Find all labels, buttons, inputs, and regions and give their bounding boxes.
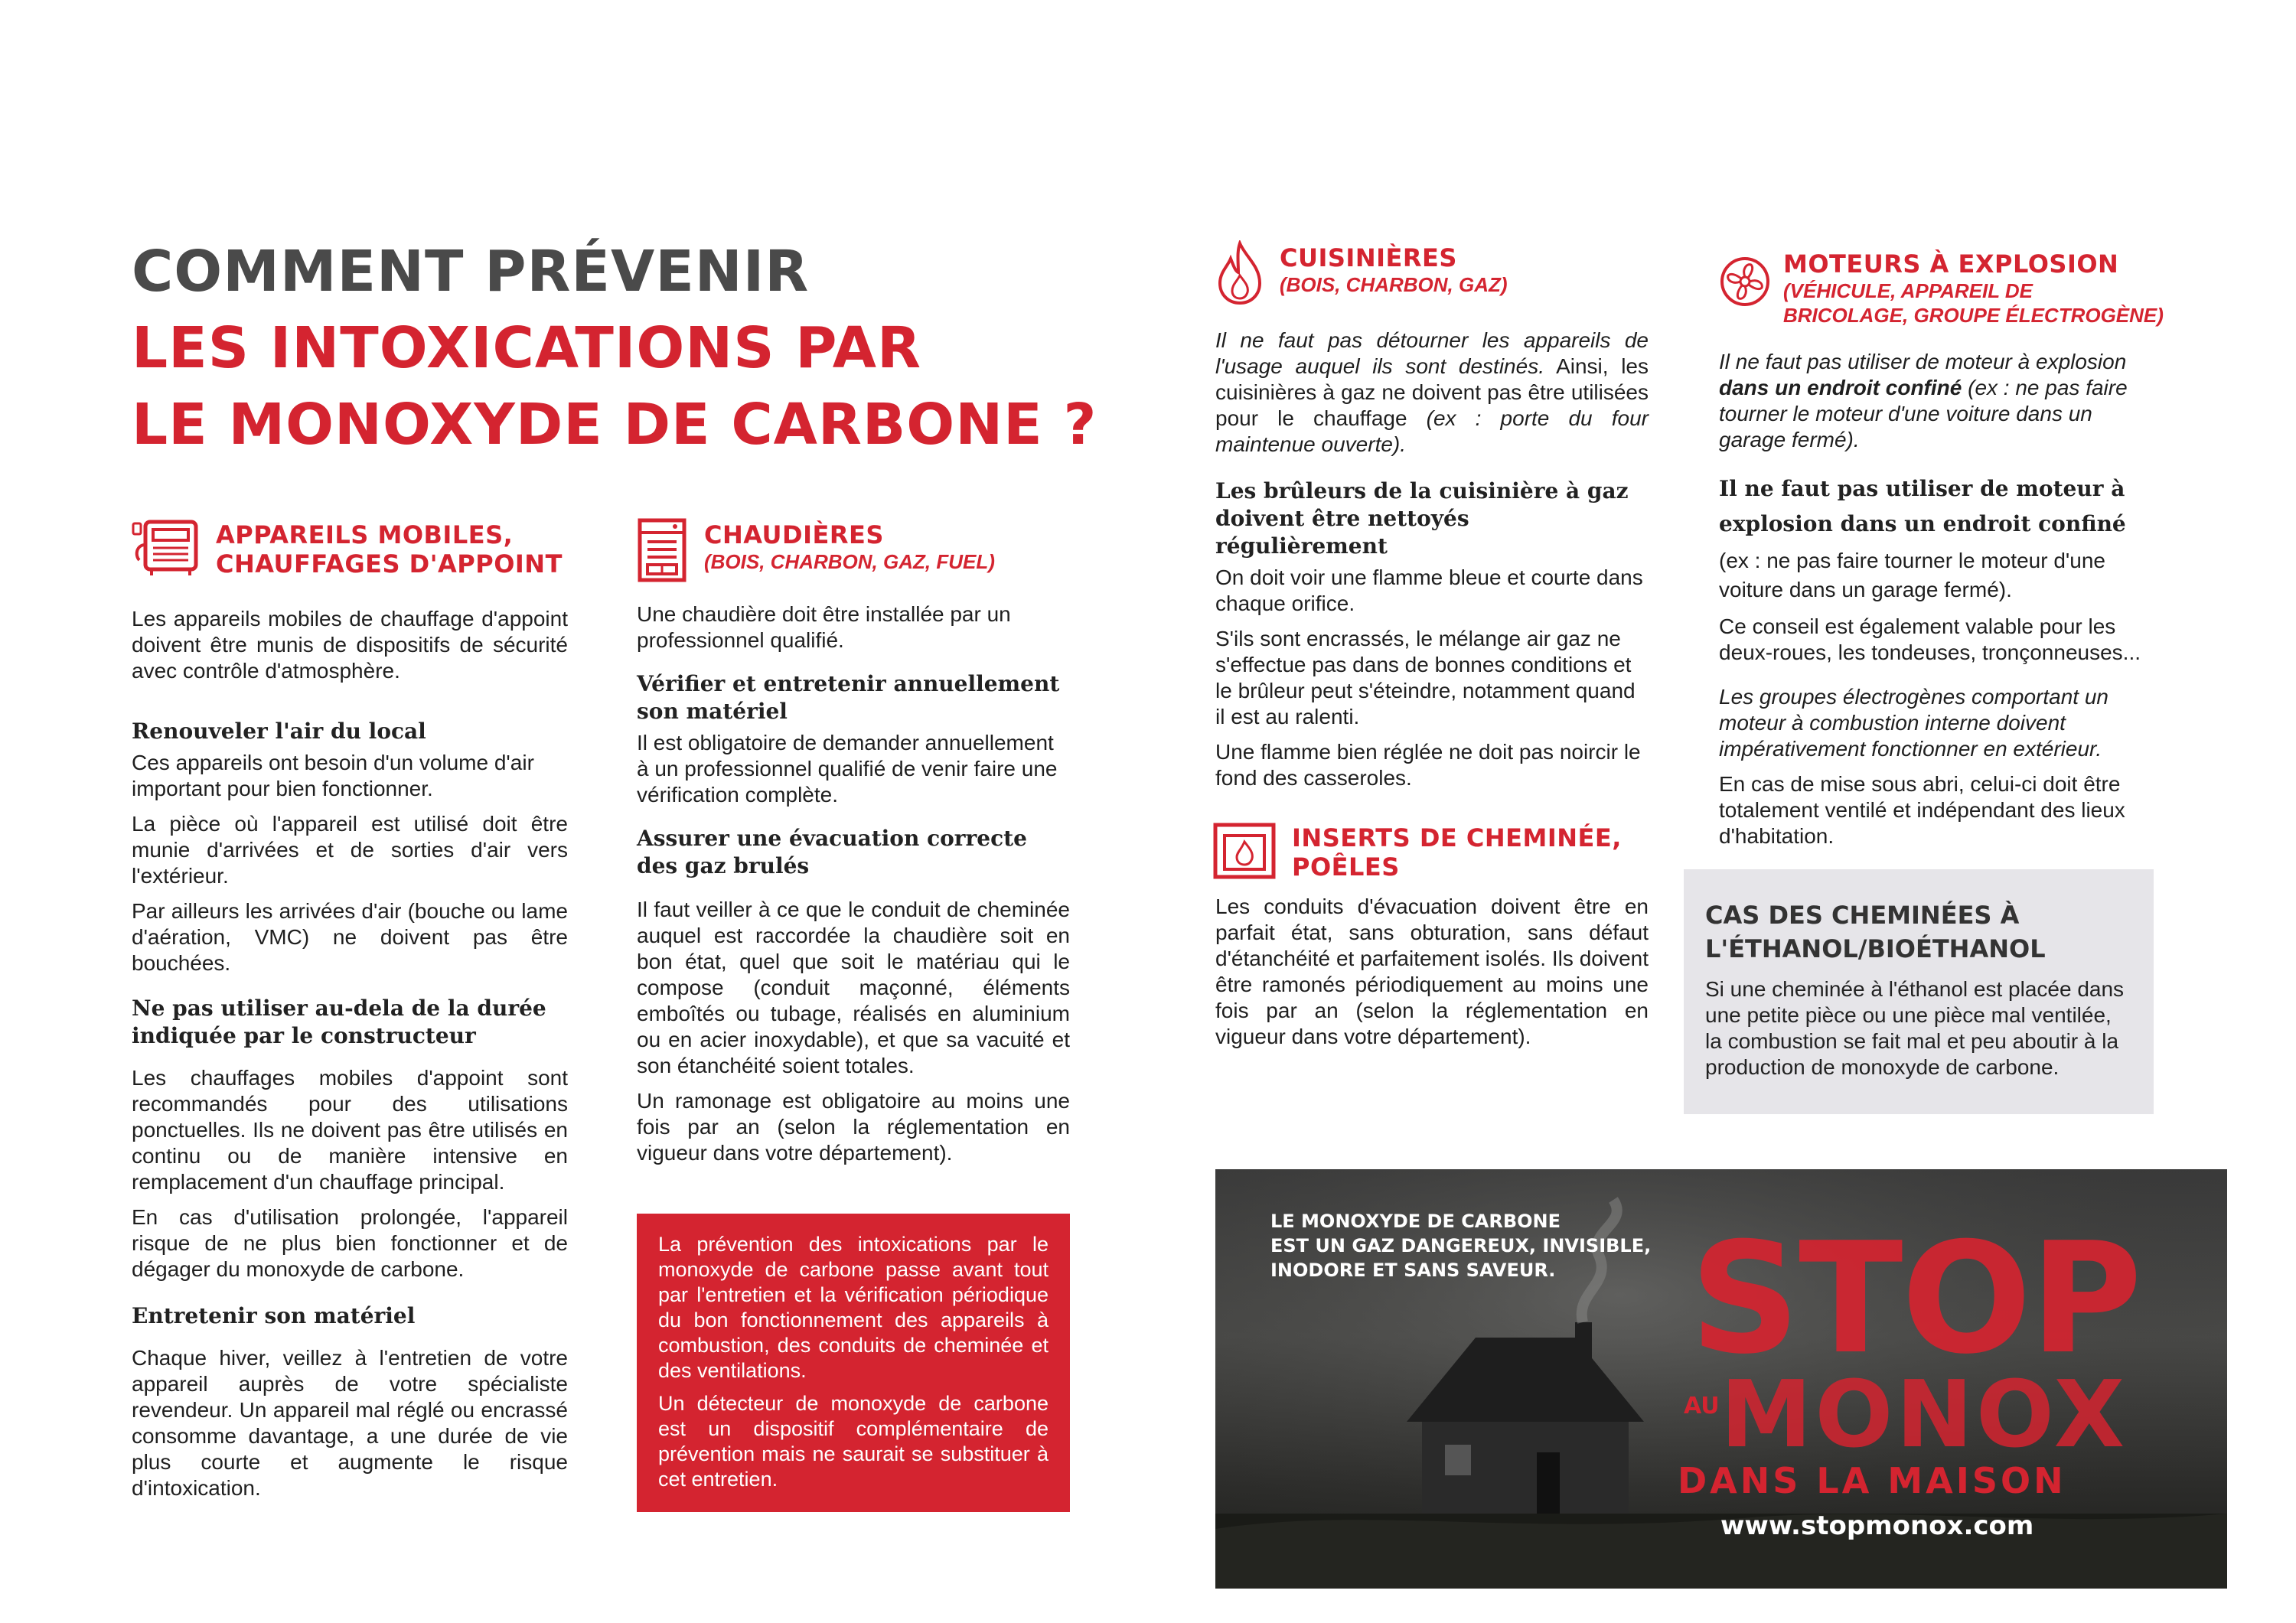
mobiles-title-2: CHAUFFAGES D'APPOINT bbox=[216, 549, 563, 578]
mobiles-intro: Les appareils mobiles de chauffage d'appoint doivent être munis de dispositifs de sécurité avec contrôle d'atmosphère. bbox=[132, 607, 568, 683]
banner-monox: MONOX bbox=[1720, 1362, 2128, 1468]
moteurs-column bbox=[1719, 349, 2152, 859]
chaudieres-sub-1: Vérifier et entretenir annuellement son matériel bbox=[637, 671, 1060, 724]
chaudieres-column bbox=[637, 601, 1070, 1175]
mobiles-header bbox=[216, 520, 563, 578]
inserts-p1: Les conduits d'évacuation doivent être en parfait état, sans obturation, sans défaut d'étanchéité et parfaitement isolés. Ils doivent être ramonés périodiquement au moins une fois par an (selon la réglementation en vigueur dans votre département). bbox=[1215, 895, 1649, 1048]
mobiles-sub-3: Entretenir son matériel bbox=[132, 1303, 416, 1328]
cuisinieres-subtitle: (BOIS, CHARBON, GAZ) bbox=[1280, 273, 1508, 296]
stop-monox-banner bbox=[1215, 1169, 2227, 1589]
banner-dans-la-maison: DANS LA MAISON bbox=[1678, 1460, 2066, 1501]
cuisinieres-column bbox=[1215, 328, 1649, 800]
mobiles-p6: Chaque hiver, veillez à l'entretien de votre appareil auprès de votre spécialiste revendeur. Un appareil mal réglé ou encrassé consomme davantage, a une durée de vie plus courte et augmente le risque d'intoxication. bbox=[132, 1346, 568, 1500]
moteurs-intro-bold: dans un endroit confiné bbox=[1719, 376, 1962, 399]
fireplace-icon bbox=[1212, 822, 1277, 884]
moteurs-subtitle-2: BRICOLAGE, GROUPE ÉLECTROGÈNE) bbox=[1783, 304, 2164, 327]
page-title bbox=[132, 233, 1097, 463]
ethanol-box bbox=[1684, 869, 2154, 1114]
boiler-icon bbox=[637, 517, 687, 587]
banner-url[interactable]: www.stopmonox.com bbox=[1720, 1511, 2034, 1541]
ethanol-title-2: L'ÉTHANOL/BIOÉTHANOL bbox=[1705, 934, 2046, 963]
ethanol-title-1: CAS DES CHEMINÉES À bbox=[1705, 901, 2020, 930]
cuisinieres-p1: On doit voir une flamme bleue et courte dans chaque orifice. bbox=[1215, 565, 1643, 615]
cuisinieres-intro-rest: Ainsi, les cuisinières à gaz ne doivent pas être utilisées pour le chauffage bbox=[1215, 354, 1649, 430]
chaudieres-p2: Il faut veiller à ce que le conduit de cheminée auquel est raccordée la chaudière soit en bon état, quel que soit le matériau qui le compose (conduit maçonné, éléments emboîtés ou tubage, réalisés en aluminium ou en acier inoxydable), et que sa vacuité et son étanchéité soient totales. bbox=[637, 898, 1070, 1077]
chaudieres-p3: Un ramonage est obligatoire au moins une fois par an (selon la réglementation en vigueur dans votre département). bbox=[637, 1089, 1070, 1165]
mobiles-p2: La pièce où l'appareil est utilisé doit être munie d'arrivées et de sorties d'air vers l'extérieur. bbox=[132, 812, 568, 888]
mobiles-sub-1: Renouveler l'air du local bbox=[132, 719, 426, 744]
mobiles-p1: Ces appareils ont besoin d'un volume d'air important pour bien fonctionner. bbox=[132, 751, 534, 800]
moteurs-sub-1: Il ne faut pas utiliser de moteur à explosion dans un endroit confiné bbox=[1719, 476, 2126, 536]
cuisinieres-title: CUISINIÈRES bbox=[1280, 243, 1457, 272]
inserts-title-1: INSERTS DE CHEMINÉE, bbox=[1292, 823, 1622, 852]
moteurs-title: MOTEURS À EXPLOSION bbox=[1783, 249, 2119, 279]
mobiles-sub-2: Ne pas utiliser au-dela de la durée indiquée par le constructeur bbox=[132, 996, 546, 1048]
flame-icon bbox=[1212, 240, 1267, 310]
banner-caption-2: EST UN GAZ DANGEREUX, INVISIBLE, bbox=[1270, 1235, 1652, 1256]
moteurs-p3: Les groupes électrogènes comportant un moteur à combustion interne doivent impérativement fonctionner en extérieur. bbox=[1719, 685, 2108, 761]
engine-fan-icon bbox=[1719, 256, 1771, 311]
mobiles-title-1: APPAREILS MOBILES, bbox=[216, 520, 514, 549]
title-line-3: LE MONOXYDE DE CARBONE ? bbox=[132, 392, 1097, 458]
prevention-callout bbox=[637, 1214, 1070, 1512]
chaudieres-header bbox=[704, 520, 995, 574]
moteurs-intro-italic-2: (ex : ne pas faire tourner le moteur d'une voiture dans un garage fermé). bbox=[1719, 376, 2128, 451]
inserts-column bbox=[1215, 894, 1649, 1059]
callout-p1: La prévention des intoxications par le monoxyde de carbone passe avant tout par l'entretien et la vérification périodique du bon fonctionnement des appareils à combustion, des conduits de cheminée et des ventilations. bbox=[658, 1233, 1049, 1382]
ethanol-body: Si une cheminée à l'éthanol est placée dans une petite pièce ou une pièce mal ventilée, la combustion se fait mal et peu aboutir à la production de monoxyde de carbone. bbox=[1705, 977, 2125, 1079]
moteurs-p4: En cas de mise sous abri, celui-ci doit être totalement ventilé et indépendant des lieux d'habitation. bbox=[1719, 772, 2125, 848]
chaudieres-sub-2: Assurer une évacuation correcte des gaz brulés bbox=[637, 826, 1027, 878]
chaudieres-intro: Une chaudière doit être installée par un professionnel qualifié. bbox=[637, 602, 1011, 652]
cuisinieres-p2: S'ils sont encrassés, le mélange air gaz ne s'effectue pas dans de bonnes conditions et le brûleur peut s'éteindre, notamment quand il est au ralenti. bbox=[1215, 627, 1636, 728]
cuisinieres-intro-italic: Il ne faut pas détourner les appareils de l'usage auquel ils sont destinés. bbox=[1215, 328, 1649, 378]
mobiles-p4: Les chauffages mobiles d'appoint sont recommandés pour des utilisations ponctuelles. Ils ne doivent pas être utilisés en continu ou de manière intensive en remplacement d'un chauffage principal. bbox=[132, 1066, 568, 1194]
chaudieres-title: CHAUDIÈRES bbox=[704, 520, 884, 549]
inserts-header bbox=[1292, 823, 1622, 882]
moteurs-p1: (ex : ne pas faire tourner le moteur d'une voiture dans un garage fermé). bbox=[1719, 549, 2105, 601]
cuisinieres-p3: Une flamme bien réglée ne doit pas noircir le fond des casseroles. bbox=[1215, 740, 1641, 790]
mobiles-p5: En cas d'utilisation prolongée, l'appareil risque de ne plus bien fonctionner et de dégager du monoxyde de carbone. bbox=[132, 1205, 568, 1281]
banner-caption-1: LE MONOXYDE DE CARBONE bbox=[1270, 1211, 1561, 1232]
moteurs-intro-italic: Il ne faut pas utiliser de moteur à explosion bbox=[1719, 350, 2127, 373]
title-line-2: LES INTOXICATIONS PAR bbox=[132, 315, 921, 381]
moteurs-header bbox=[1783, 249, 2164, 328]
mobiles-p3: Par ailleurs les arrivées d'air (bouche ou lame d'aération, VMC) ne doivent pas être bouchées. bbox=[132, 899, 568, 975]
banner-caption bbox=[1270, 1209, 1651, 1282]
callout-p2: Un détecteur de monoxyde de carbone est un dispositif complémentaire de prévention mais ne saurait se substituer à cet entretien. bbox=[658, 1392, 1049, 1491]
banner-au: AU bbox=[1684, 1393, 1720, 1419]
chaudieres-p1: Il est obligatoire de demander annuellement à un professionnel qualifié de venir faire une vérification complète. bbox=[637, 731, 1058, 807]
chaudieres-subtitle: (BOIS, CHARBON, GAZ, FUEL) bbox=[704, 550, 995, 573]
banner-caption-3: INODORE ET SANS SAVEUR. bbox=[1270, 1260, 1556, 1281]
cuisinieres-sub-1: Les brûleurs de la cuisinière à gaz doivent être nettoyés régulièrement bbox=[1215, 478, 1629, 559]
mobiles-column bbox=[132, 606, 568, 1511]
inserts-title-2: POÊLES bbox=[1292, 852, 1400, 882]
banner-stop: STOP bbox=[1690, 1210, 2141, 1388]
cuisinieres-header bbox=[1280, 243, 1508, 297]
cuisinieres-intro-italic-2: (ex : porte du four maintenue ouverte). bbox=[1215, 406, 1649, 456]
moteurs-subtitle-1: (VÉHICULE, APPAREIL DE bbox=[1783, 279, 2033, 302]
moteurs-p2: Ce conseil est également valable pour les deux-roues, les tondeuses, tronçonneuses... bbox=[1719, 614, 2141, 664]
title-line-1: COMMENT PRÉVENIR bbox=[132, 239, 810, 305]
heater-icon bbox=[132, 517, 202, 581]
